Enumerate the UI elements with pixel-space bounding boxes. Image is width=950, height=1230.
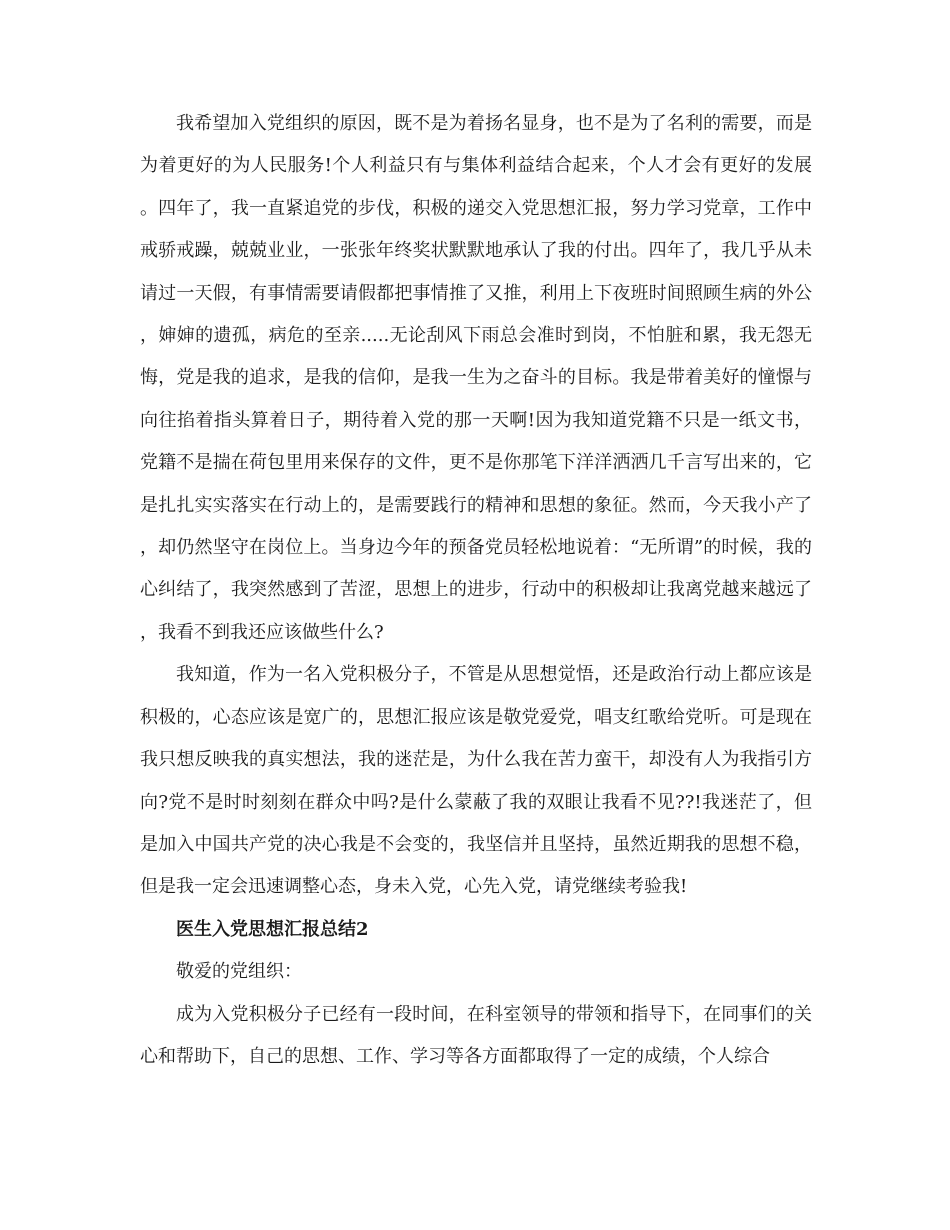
paragraph-3: 成为入党积极分子已经有一段时间，在科室领导的带领和指导下，在同事们的关心和帮助下，自己的思想、工作、学习等各方面都取得了一定的成绩，个人综合 [140, 1003, 812, 1067]
section-heading: 医生入党思想汇报总结2 [176, 918, 369, 940]
document-body [140, 103, 812, 1078]
paragraph-1: 我希望加入党组织的原因，既不是为着扬名显身，也不是为了名利的需要，而是为着更好的为人民服务!个人利益只有与集体利益结合起来，个人才会有更好的发展。四年了，我一直紧追党的步伐，积极的递交入党思想汇报，努力学习党章，工作中戒骄戒躁，兢兢业业，一张张年终奖状默默地承认了我的付出。四年了，我几乎从未请过一天假，有事情需要请假都把事情推了又推，利用上下夜班时间照顾生病的外公，婶婶的遗孤，病危的至亲.....无论刮风下雨总会准时到岗，不怕脏和累，我无怨无悔，党是我的追求，是我的信仰，是我一生为之奋斗的目标。我是带着美好的憧憬与向往掐着指头算着日子，期待着入党的那一天啊!因为我知道党籍不只是一纸文书，党籍不是揣在荷包里用来保存的文件，更不是你那笔下洋洋洒洒几千言写出来的，它是扎扎实实落实在行动上的，是需要践行的精神和思想的象征。然而，今天我小产了，却仍然坚守在岗位上。当身边今年的预备党员轻松地说着：“无所谓”的时候，我的心纠结了，我突然感到了苦涩，思想上的进步，行动中的积极却让我离党越来越远了，我看不到我还应该做些什么? [140, 113, 812, 643]
paragraph-2: 我知道，作为一名入党积极分子，不管是从思想觉悟，还是政治行动上都应该是积极的，心态应该是宽广的，思想汇报应该是敬党爱党，唱支红歌给党听。可是现在我只想反映我的真实想法，我的迷茫是，为什么我在苦力蛮干，却没有人为我指引方向?党不是时时刻刻在群众中吗?是什么蒙蔽了我的双眼让我看不见??!我迷茫了，但是加入中国共产党的决心我是不会变的，我坚信并且坚持，虽然近期我的思想不稳，但是我一定会迅速调整心态，身未入党，心先入党，请党继续考验我! [140, 664, 812, 898]
salutation: 敬爱的党组织： [176, 961, 302, 983]
